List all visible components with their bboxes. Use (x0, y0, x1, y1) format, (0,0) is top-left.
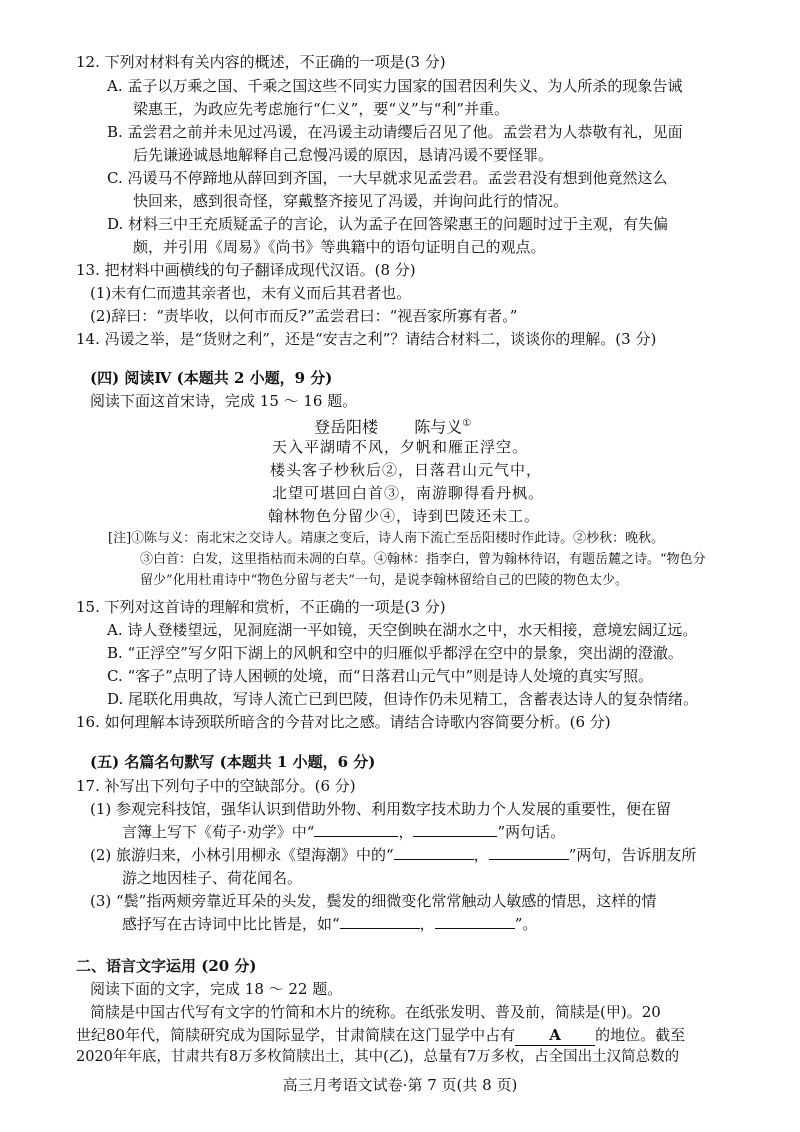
passage-line-2-prefix: 世纪80年代，简牍研究成为国际显学，甘肃简牍在这门显学中占有 (76, 1026, 516, 1044)
q16-stem: 16. 如何理解本诗颈联所暗含的今昔对比之感。请结合诗歌内容简要分析。(6 分) (76, 713, 611, 731)
q12-option-c-line1: C. 冯谖马不停蹄地从薛回到齐国，一大早就求见孟尝君。孟尝君没有想到他竟然这么 (107, 169, 668, 187)
q13-sentence-1: (1)未有仁而遗其亲者也，未有义而后其君者也。 (90, 284, 412, 302)
q15-option-b: B. “正浮空”写夕阳下湖上的风帆和空中的归雁似乎都浮在空中的景象，突出湖的澄澈。 (107, 644, 683, 662)
q12-option-c-line2: 快回来，感到很奇怪，穿戴整齐接见了冯谖，并询问此行的情况。 (133, 192, 569, 210)
poem-line-1: 天入平湖晴不风，夕帆和雁正浮空。 (272, 438, 529, 456)
poem-title-text: 登岳阳楼 (314, 417, 379, 437)
q12-option-d-line1: D. 材料三中王充质疑孟子的言论，认为孟子在回答梁惠王的问题时过于主观，有失偏 (107, 215, 669, 233)
poem-title (314, 414, 471, 437)
section5-heading: (五) 名篇名句默写 (本题共 1 小题，6 分) (90, 753, 376, 771)
poem-line-2: 楼头客子杪秋后②，日落君山元气中， (270, 461, 543, 479)
q17-item2-blank-2[interactable] (489, 845, 569, 860)
poem-author-note-mark: ① (462, 418, 472, 429)
q15-stem: 15. 下列对这首诗的理解和赏析，不正确的一项是(3 分) (76, 598, 446, 616)
q17-item2-separator: ， (473, 846, 489, 864)
q17-item2-blank-1[interactable] (394, 845, 474, 860)
q17-item3-prefix: 感抒写在古诗词中比比皆是，如“ (122, 915, 340, 933)
q13-stem: 13. 把材料中画横线的句子翻译成现代汉语。(8 分) (76, 261, 416, 279)
passage-line-2 (76, 1025, 685, 1046)
q12-option-a-line1: A. 孟子以万乘之国、千乘之国这些不同实力国家的国君因利失义、为人所杀的现象告诫 (107, 77, 683, 95)
q17-item3-separator: ， (419, 915, 435, 933)
q12-option-b-line2: 后先谦逊诚恳地解释自己怠慢冯谖的原因，恳请冯谖不要怪罪。 (133, 146, 554, 164)
q12-option-a-line2: 梁惠王，为政应先考虑施行“仁义”，要“义”与“利”并重。 (133, 100, 510, 118)
q17-item3-line2 (122, 914, 537, 934)
q17-item1-prefix: 言簿上写下《荀子·劝学》中“ (122, 823, 315, 841)
q15-option-a: A. 诗人登楼望远，见洞庭湖一平如镜，天空倒映在湖水之中，水天相接，意境宏阔辽远。 (107, 621, 698, 639)
q17-item1-suffix: ”两句话。 (497, 823, 566, 841)
q17-item1-blank-2[interactable] (413, 822, 497, 837)
poem-author: 陈与义 (414, 417, 463, 437)
passage-line-3: 2020年年底，甘肃共有8万多枚简牍出土，其中(乙)，总量有7万多枚，占全国出土汉简总数的 (76, 1049, 680, 1065)
q17-item1-line2 (122, 822, 565, 842)
q12-option-d-line2: 颇，并引用《周易》《尚书》等典籍中的语句证明自己的观点。 (133, 238, 546, 256)
q12-option-b-line1: B. 孟尝君之前并未见过冯谖，在冯谖主动请缨后召见了他。孟尝君为人恭敬有礼，见面 (107, 123, 683, 141)
passage-line-1: 简牍是中国古代写有文字的竹简和木片的统称。在纸张发明、普及前，简牍是(甲)。20 (90, 1003, 661, 1021)
q12-stem: 12. 下列对材料有关内容的概述，不正确的一项是(3 分) (76, 53, 446, 71)
page-footer: 高三月考语文试卷·第 7 页(共 8 页) (282, 1076, 518, 1094)
poem-note-line-1: [注]①陈与义：南北宋之交诗人。靖康之变后，诗人南下流亡至岳阳楼时作此诗。②杪秋：晚秋。 (108, 531, 665, 546)
passage-blank-a[interactable]: A (515, 1025, 595, 1046)
poem-line-4: 翰林物色分留少④，诗到巴陵还未工。 (268, 507, 541, 525)
q17-item1-separator: ， (398, 823, 414, 841)
poem-note-line-2: ③白首：白发，这里指枯而未凋的白草。④翰林：指李白，曾为翰林待诏，有题岳麓之诗。“物色分 (140, 552, 706, 567)
q17-item1-line1: (1) 参观完科技馆，强华认识到借助外物、利用数字技术助力个人发展的重要性，便在留 (90, 800, 672, 818)
section4-heading: (四) 阅读Ⅳ (本题共 2 小题，9 分) (90, 369, 333, 387)
q17-item2-line2: 游之地因桂子、荷花闻名。 (122, 869, 303, 887)
q17-item2-line1 (90, 845, 696, 865)
part2-heading: 二、语言文字运用 (20 分) (76, 957, 257, 975)
q17-item3-blank-2[interactable] (435, 914, 515, 929)
passage-line-2-suffix: 的地位。截至 (595, 1026, 686, 1044)
q17-item1-blank-1[interactable] (314, 822, 398, 837)
poem-note-line-3: 留少”化用杜甫诗中“物色分留与老夫”一句，是说李翰林留给自己的巴陵的物色太少。 (140, 573, 628, 588)
q15-option-d: D. 尾联化用典故，写诗人流亡已到巴陵，但诗作仍未见精工，含蓄表达诗人的复杂情绪。 (107, 690, 699, 708)
section4-intro: 阅读下面这首宋诗，完成 15 ～ 16 题。 (90, 392, 358, 410)
q15-option-c: C. “客子”点明了诗人困顿的处境，而“日落君山元气中”则是诗人处境的真实写照。 (107, 667, 654, 685)
poem-line-3: 北望可堪回白首③，南游聊得看丹枫。 (272, 484, 545, 502)
q17-item3-suffix: ”。 (514, 915, 538, 933)
q14-stem: 14. 冯谖之举，是“货财之利”，还是“安吉之利”？请结合材料二，谈谈你的理解。(3 分) (76, 330, 657, 348)
q13-sentence-2: (2)辞曰：“责毕收，以何市而反?”孟尝君曰：“视吾家所寡有者。” (90, 307, 518, 325)
q17-stem: 17. 补写出下列句子中的空缺部分。(6 分) (76, 777, 356, 795)
q17-item3-line1: (3) “鬓”指两颊旁靠近耳朵的头发，鬓发的细微变化常常触动人敏感的情思，这样的情 (90, 892, 657, 910)
part2-intro: 阅读下面的文字，完成 18 ～ 22 题。 (90, 980, 343, 998)
q17-item2-prefix: (2) 旅游归来，小林引用柳永《望海潮》中的“ (90, 846, 394, 864)
q17-item2-suffix: ”两句，告诉朋友所 (568, 846, 697, 864)
q17-item3-blank-1[interactable] (340, 914, 420, 929)
